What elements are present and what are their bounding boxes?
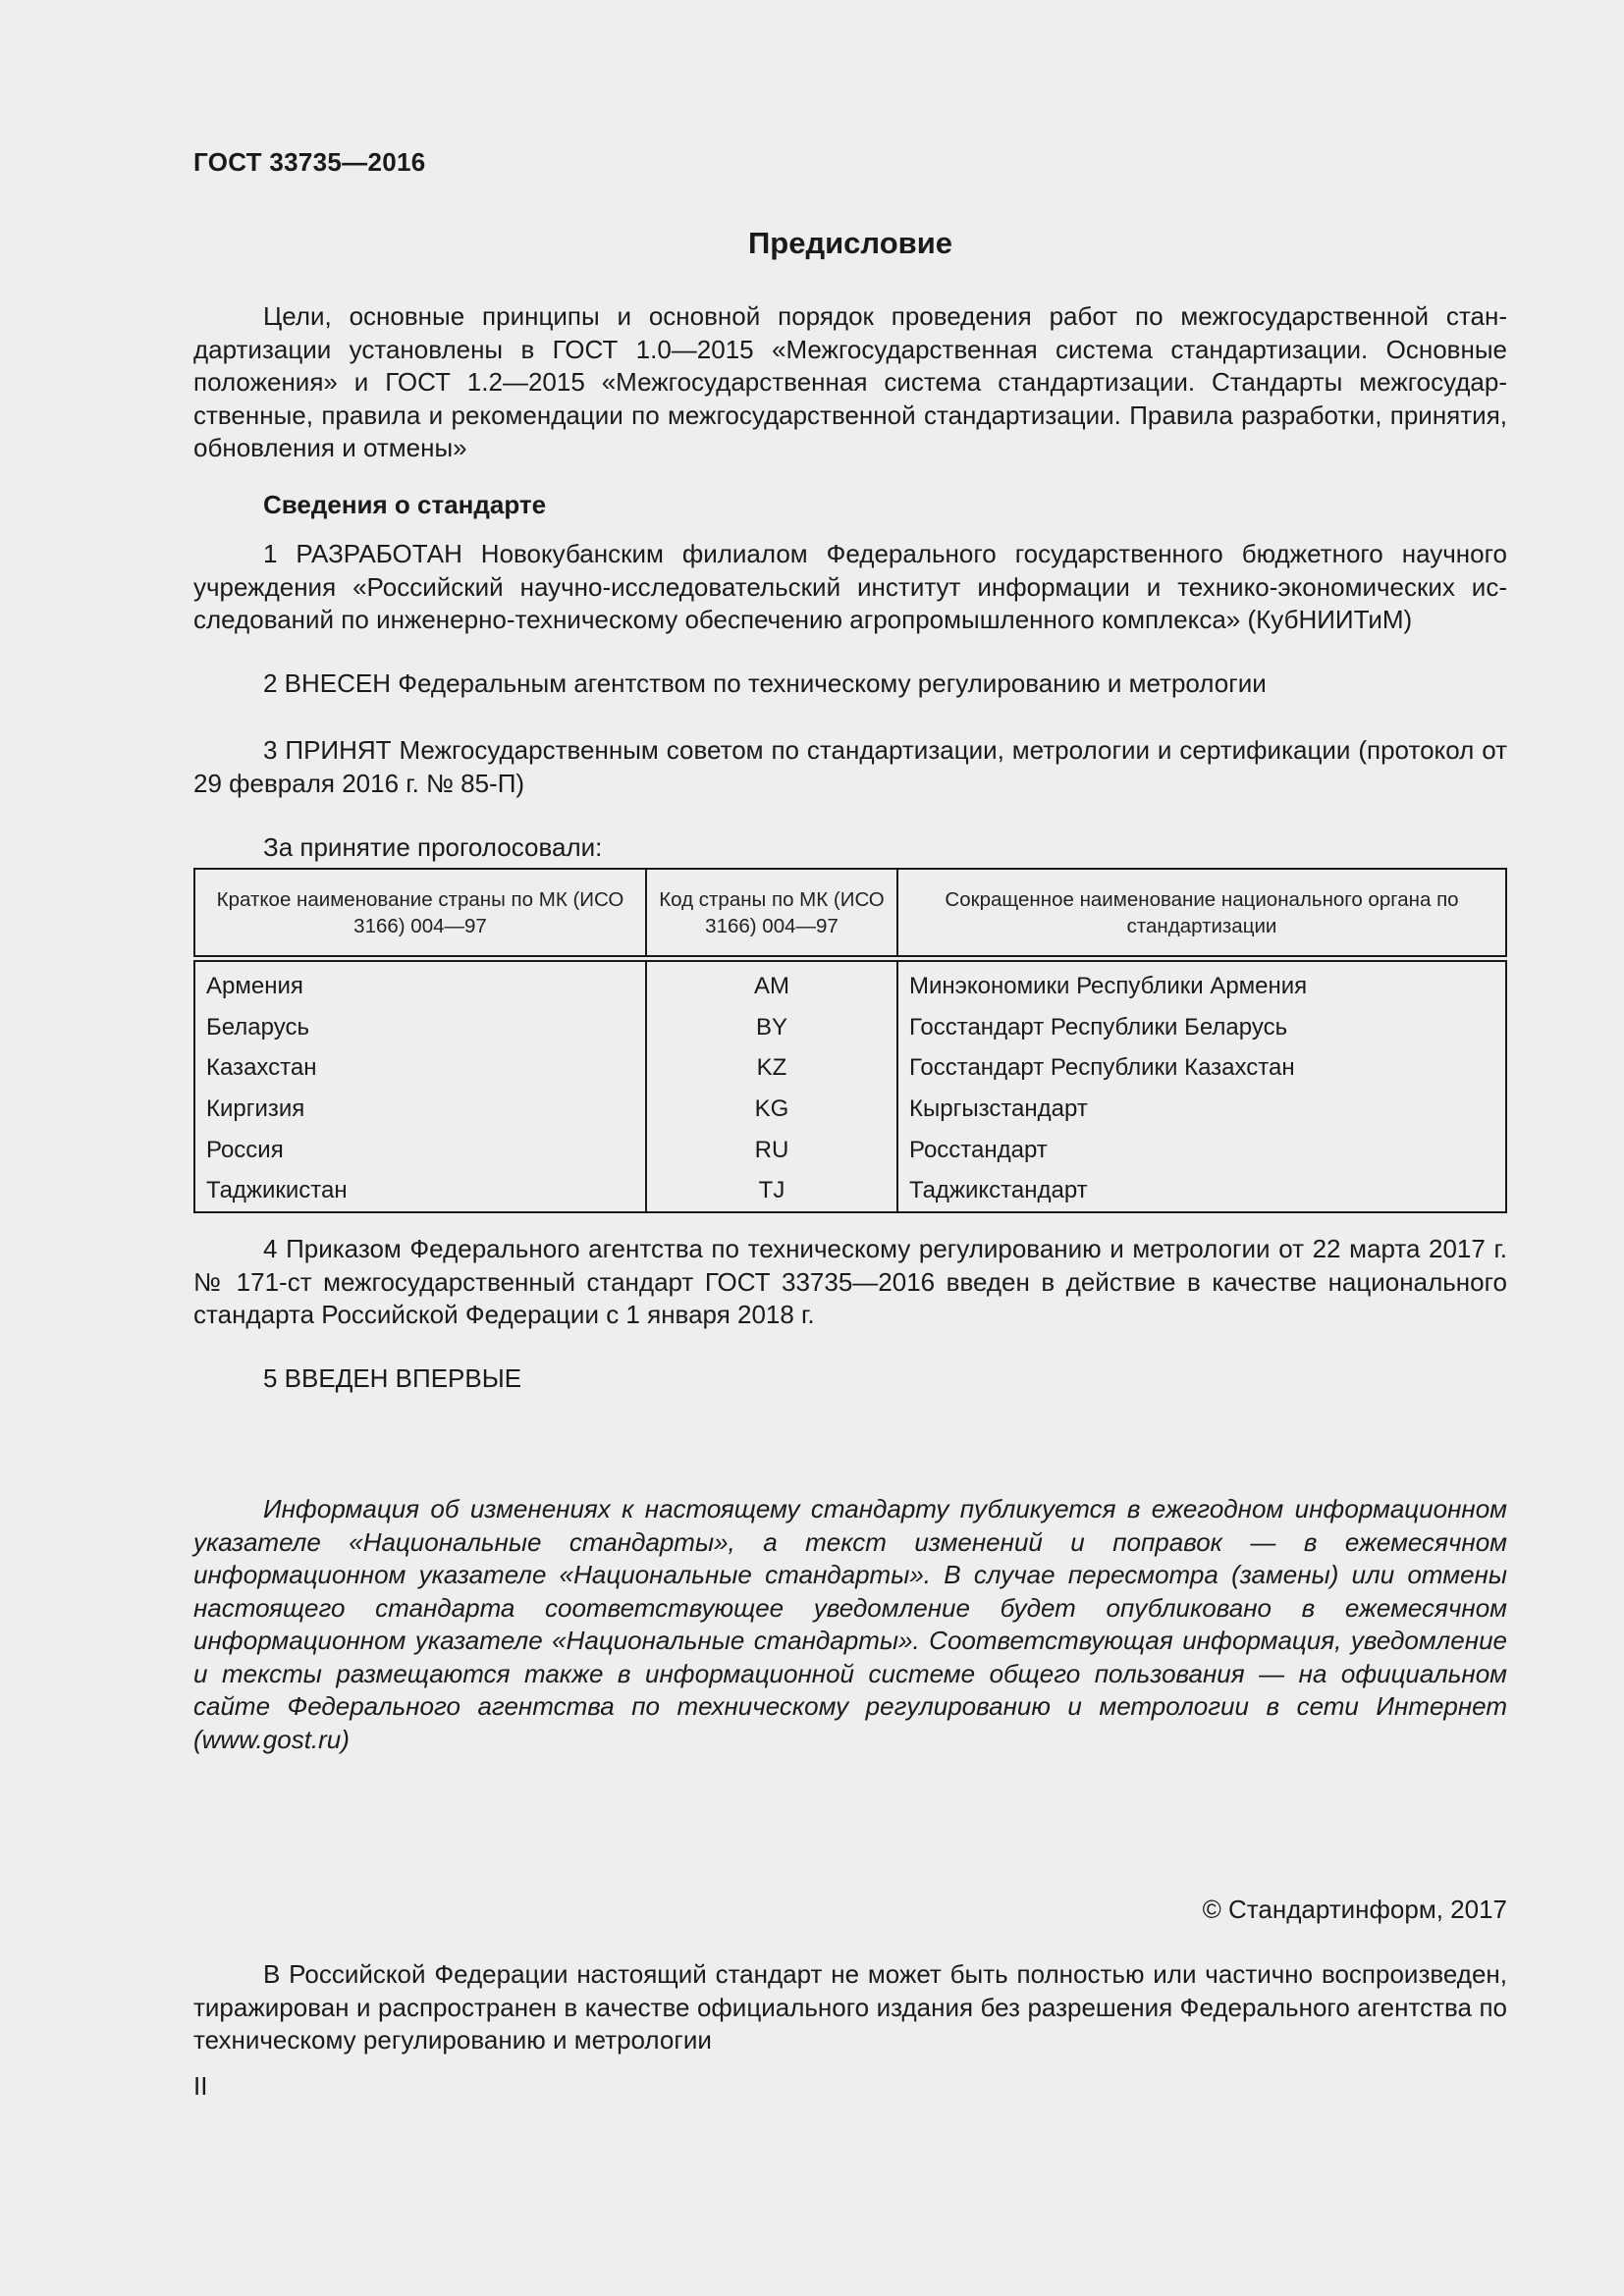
country-code-cell: KG	[646, 1089, 897, 1130]
country-code-cell: KZ	[646, 1047, 897, 1089]
table-row	[194, 1170, 1506, 1212]
item-introduced: 2 ВНЕСЕН Федеральным агентством по техническому регулированию и метрологии	[263, 668, 1267, 698]
intro-paragraph: Цели, основные принципы и основной порядок проведения работ по межгосударственной стандартизации установлены в ГОСТ 1.0—2015 «Межгосударственная система стандартизации. Основные положения» и ГОСТ 1.2—2015 «Межгосударственная система стандартизации. Стандарты межгосударственные, правила и рекомендации по межгосударственной стандартизации. Правила разработки, принятия, обновления и отмены»	[193, 301, 1507, 462]
country-name-cell: Беларусь	[194, 1007, 646, 1048]
table-row	[194, 1130, 1506, 1171]
header-national-body: Сокращенное наименование национального органа по стандартизации	[897, 869, 1506, 959]
page-number: II	[193, 2071, 208, 2101]
national-body-cell: Госстандарт Республики Беларусь	[909, 1013, 1288, 1041]
country-name-cell: Армения	[194, 959, 646, 1007]
country-code-cell: BY	[646, 1007, 897, 1048]
national-body-cell: Минэкономики Республики Армения	[909, 972, 1308, 999]
document-code: ГОСТ 33735—2016	[193, 147, 426, 177]
header-country-code: Код страны по МК (ИСО 3166) 004—97	[646, 869, 897, 959]
voting-table	[193, 868, 1507, 1213]
national-body-cell: Кыргызстандарт	[909, 1095, 1088, 1122]
country-name-cell: Киргизия	[194, 1089, 646, 1130]
country-name-cell: Таджикистан	[194, 1170, 646, 1212]
country-name-cell: Казахстан	[194, 1047, 646, 1089]
table-row	[194, 1047, 1506, 1089]
country-code-cell: RU	[646, 1130, 897, 1171]
table-header-row	[194, 869, 1506, 959]
national-body-cell: Госстандарт Республики Казахстан	[909, 1054, 1295, 1082]
item-first-introduced: 5 ВВЕДЕН ВПЕРВЫЕ	[263, 1363, 522, 1393]
vote-label: За принятие проголосовали:	[263, 832, 603, 862]
country-code-cell: TJ	[646, 1170, 897, 1212]
table-row	[194, 1007, 1506, 1048]
table-row	[194, 1089, 1506, 1130]
item-adopted: 3 ПРИНЯТ Межгосударственным советом по стандартизации, метрологии и сертификации (протокол от 29 февраля 2016 г. № 85-П)	[193, 735, 1507, 798]
rights-paragraph: В Российской Федерации настоящий стандарт не может быть полностью или частично воспроизведен, тиражирован и распространен в качестве официального издания без разрешения Федерального агентства по техническому регулированию и метрологии	[193, 1959, 1507, 2055]
item-developed: 1 РАЗРАБОТАН Новокубанским филиалом Федерального государственного бюджетного научного учреждения «Российский научно-исследовательский институт информации и технико-экономических исследований по инженерно-техническому обеспечению агропромышленного комплекса» (КубНИИТиМ)	[193, 539, 1507, 634]
section-heading: Сведения о стандарте	[263, 490, 547, 519]
country-name-cell: Россия	[194, 1130, 646, 1171]
table-row	[194, 959, 1506, 1007]
item-enacted: 4 Приказом Федерального агентства по техническому регулированию и метрологии от 22 марта 2017 г. № 171-ст межгосударственный стандарт ГОСТ 33735—2016 введен в действие в качестве национального стандарта Российской Федерации с 1 января 2018 г.	[193, 1234, 1507, 1329]
change-notice-paragraph: Информация об изменениях к настоящему стандарту публикуется в ежегодном информационном указателе «Национальные стандарты», а текст изменений и поправок — в ежемесячном информационном указателе «Национальные стандарты». В случае пересмотра (замены) или отмены настоящего стандарта соответствующее уведомление будет опубликовано в ежемесячном информационном указателе «Национальные стандарты». Соответствующая информация, уведомление и тексты размещаются также в информационной системе общего пользования — на официальном сайте Федерального агентства по техническому регулированию и метрологии в сети Интернет (www.gost.ru)	[193, 1494, 1507, 1754]
copyright-line: © Стандартинформ, 2017	[1202, 1895, 1507, 1924]
country-code-cell: AM	[646, 959, 897, 1007]
national-body-cell: Росстандарт	[909, 1136, 1048, 1163]
header-country-name: Краткое наименование страны по МК (ИСО 3166) 004—97	[194, 869, 646, 959]
page-title: Предисловие	[747, 226, 952, 260]
national-body-cell: Таджикстандарт	[909, 1177, 1088, 1204]
